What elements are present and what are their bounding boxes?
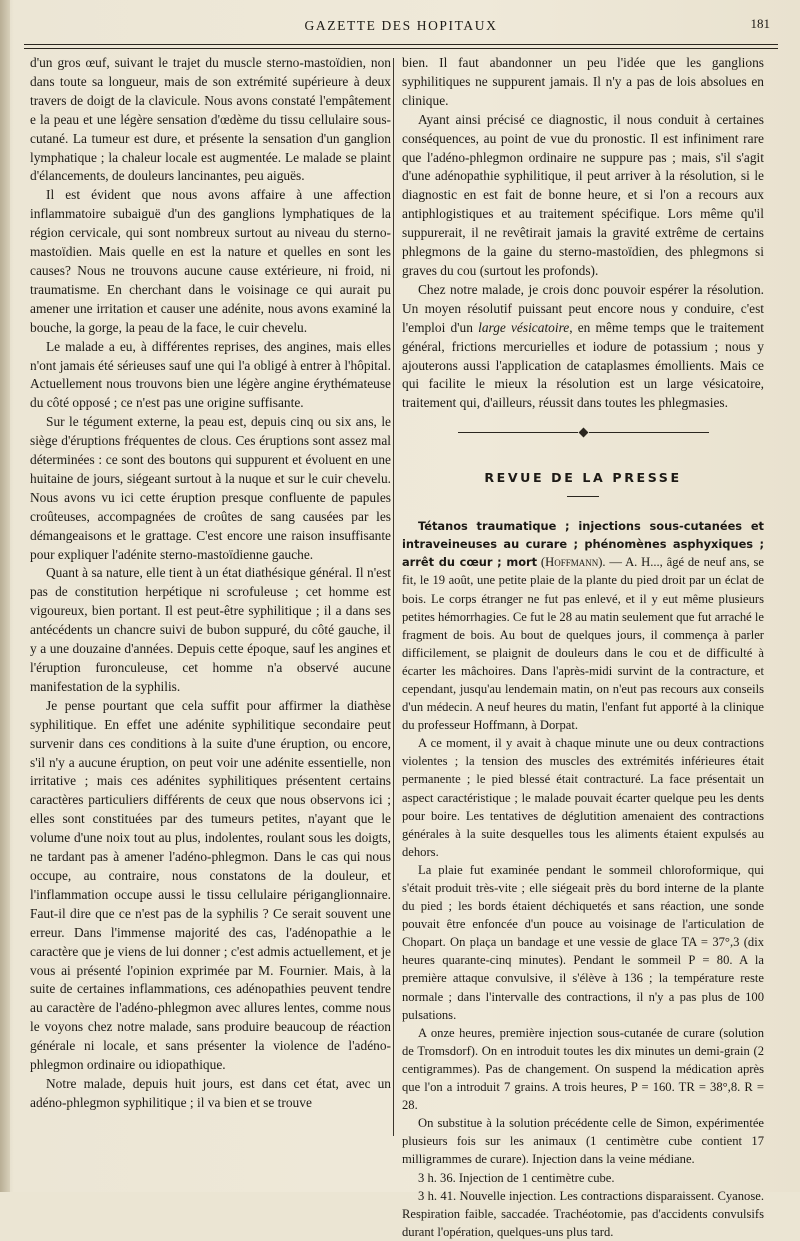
section-rule xyxy=(567,496,599,497)
paragraph xyxy=(402,281,764,413)
ornament-line-right xyxy=(589,432,709,433)
paragraph: A onze heures, première injection sous-cutanée de curare (solution de Tromsdorf). On en introduit toutes les dix minutes un demi-grain (2 centigrammes). Pas de changement. On suspend la médication après que l'on a introduit 7 grains. A trois heures, P = 160. TR = 38°,8. R = 28. xyxy=(402,1025,764,1113)
paragraph: La plaie fut examinée pendant le sommeil chloroformique, qui s'était produit très-vite ; elle siégeait près du bord interne de la plante du pied ; les bords étaient déchiquetés et sans réaction, une sonde pouvait être enfoncée d'un pouce au voisinage de l'articulation de Chopart. On plaça un bandage et une vessie de glace TA = 37°,3 (dix heures quarante-cinq minutes). Pendant le sommeil P = 80. A la première attaque convulsive, il s'élève à 136 ; la température reste normale ; dans l'intervalle des contractions, il n'y a pas plus de 100 pulsations. xyxy=(402,862,764,1022)
page-header xyxy=(24,14,778,40)
section-ornament xyxy=(402,423,764,431)
paragraph: d'un gros œuf, suivant le trajet du muscle sterno-mastoïdien, non dans toute sa longueur, mais de son extrémité supérieure à deux travers de doigt de la clavicule. Nous avons constaté l'empâtement e la peau et une légère sensation d'œdème du tissu cellulaire sous-cutané. La tumeur est dure, et présente la sensation d'un ganglion lymphatique ; la chaleur locale est augmentée. Le malade se plaint d'élancements, de douleurs lancinantes, peu aiguës. xyxy=(30,55,391,184)
right-column xyxy=(402,54,764,1241)
header-rule xyxy=(24,44,778,45)
paragraph: Le malade a eu, à différentes reprises, des angines, mais elles n'ont jamais été sérieuses sauf une qui l'a obligé à entrer à l'hôpital. Actuellement nous trouvons bien une légère angine érythémateuse du côté opposé ; ce n'est pas une origine suffisante. xyxy=(30,338,391,411)
paragraph: bien. Il faut abandonner un peu l'idée que les ganglions syphilitiques ne suppurent jamais. Il n'y a pas de lois absolues en clinique. xyxy=(402,55,764,108)
paragraph: 3 h. 36. Injection de 1 centimètre cube. xyxy=(418,1170,615,1185)
text-run: Chez notre malade, je crois donc pouvoir espérer la résolution. Un moyen résolutif puissant peut encore nous y conduire, c'est l'emploi d'un xyxy=(402,281,764,335)
article-lead xyxy=(402,517,764,734)
press-article xyxy=(402,517,764,1241)
left-column xyxy=(30,54,391,1113)
paragraph: Il est évident que nous avons affaire à une affection inflammatoire subaiguë d'un des ganglions lymphatiques de la région cervicale, qui sont nombreux surtout au niveau du sterno-mastoïdien. Mais quelle en est la nature et quelles en sont les causes? Nous ne trouvons aucune cause extérieure, ni froid, ni traumatisme. En cherchant dans le voisinage ce qui aurait pu amener une irritation et causer une adénite, nous avons examiné la bouche, la gorge, la peau de la face, le cuir chevelu. xyxy=(30,187,391,335)
article-author: (Hoffmann). xyxy=(540,555,606,570)
article-headline: Tétanos traumatique ; injections sous-cutanées et intraveineuses au curare ; phénomènes asphyxiques ; arrêt du cœur ; mort xyxy=(402,519,764,570)
paragraph: Quant à sa nature, elle tient à un état diathésique général. Il n'est pas de constitution herpétique ni scrofuleuse ; cet homme est vigoureux, bien portant. Il est peut-être syphilitique ; il a dans ses antécédents un chancre suivi de bubon suppuré, du côté gauche, il y a une douzaine d'années. Depuis cette époque, sauf les angines et l'éruption furonculeuse, cet homme n'a observé aucune manifestation de la syphilis. xyxy=(30,565,391,694)
paragraph: Je pense pourtant que cela suffit pour affirmer la diathèse syphilitique. En effet une adénite syphilitique secondaire peut survenir dans ces conditions à la suite d'une éruption, ou encore, s'il n'y a aucune éruption, on peut voir une adénite essentielle, non irritative ; mais ces adénites syphilitiques présentent certains caractères particuliers différents de ceux que nous observons ici ; elles sont constituées par des tumeurs petites, n'ayant que le volume d'une noix tout au plus, indolentes, roulant sous les doigts, ne tardant pas à amener l'adéno-phlegmon. Dans le cas qui nous occupe, au contraire, nous constatons de la douleur, et l'inflammation occupe aussi le tissu cellulaire périganglionnaire. Faut-il dire que ce n'est pas de la syphilis ? Ce serait souvent une erreur. Dans l'immense majorité des cas, l'adénopathie a le caractère que je viens de lui donner ; c'est admis actuellement, et je vous ai présenté l'opinion exprimée par M. Fournier. Mais, à la suite de certaines inflammations, ces adénopathies peuvent tendre au caractère de l'adéno-phlegmon avec allures lentes, comme nous le voyons chez notre malade, sans produire beaucoup de réaction générale ni locale, et sans présenter la violence de l'adéno-phlegmon ordinaire ou idiopathique. xyxy=(30,697,391,1073)
paragraph: 3 h. 41. Nouvelle injection. Les contractions disparaissent. Cyanose. Respiration faible, saccadée. Trachéotomie, pas d'accidents convulsifs durant l'opération, quelques-uns plus tard. xyxy=(402,1188,764,1239)
paragraph: Ayant ainsi précisé ce diagnostic, il nous conduit à certaines conséquences, au point de vue du pronostic. Il est infiniment rare que l'adéno-phlegmon ordinaire ne suppure pas ; mais, s'il s'agit d'une adénopathie syphilitique, il peut arriver à la résolution, si le diagnostic en est fait de bonne heure, et si l'on a recours aux antiphlogistiques et au traitement spécifique. Lors même qu'il suppurerait, il ne revêtirait jamais la gravité extrême de certains phlegmons de la gaine du sterno-mastoïdien, des phlegmons si graves du cou (surtout les profonds). xyxy=(402,111,764,278)
paragraph: On substitue à la solution précédente celle de Simon, expérimentée plusieurs fois sur les animaux (1 centimètre cube contient 17 milligrammes de curare). Injection dans la veine médiane. xyxy=(402,1116,764,1167)
paragraph: Notre malade, depuis huit jours, est dans cet état, avec un adéno-phlegmon syphilitique ; il va bien et se trouve xyxy=(30,1075,391,1110)
paragraph: A ce moment, il y avait à chaque minute une ou deux contractions violentes ; la tension des muscles des extrémités inférieures était permanente ; le pied blessé était contracturé. La face présentait un aspect caractéristique ; le malade pouvait écarter quelque peu les dents pour boire. Les tentatives de déglutition amenaient des contractions générales à la suite desquelles tous les aliments étaient expulsés au dehors. xyxy=(402,736,764,859)
page-binding-edge xyxy=(0,0,10,1192)
column-divider xyxy=(393,58,394,1136)
italic-term: large vésicatoire xyxy=(478,319,570,335)
ornament-line-left xyxy=(458,432,578,433)
section-title: REVUE DE LA PRESSE xyxy=(484,470,682,486)
paragraph: Sur le tégument externe, la peau est, depuis cinq ou six ans, le siège d'éruptions fréquentes de clous. Ces éruptions sont assez mal déterminées : ce sont des boutons qui suppurent et évoluent en une huitaine de jours, siégeant surtout à la nuque et sur le cuir chevelu. Nous avons vu ici cette éruption presque confluente de papules croûteuses, accompagnées de croûtes de sang causées par les démangeaisons et le grattage. C'est encore une raison insuffisante pour expliquer l'adénite sterno-mastoïdienne gauche. xyxy=(30,414,391,562)
page-number: 181 xyxy=(750,16,770,31)
journal-title: GAZETTE DES HOPITAUX xyxy=(304,18,498,33)
article-intro: — A. H..., âgé de neuf ans, se fit, le 19 août, une petite plaie de la plante du pied droit par un éclat de bois. Le corps étranger ne fut pas enlevé, et il y eut même plusieurs petites hémorrhagies. Ce fut le 28 au matin seulement que fut arraché le fragment de bois. Au bout de quelques jours, il commença à parler difficilement, se plaignit de douleurs dans le cou et de difficulté à écarter les mâchoires. Dans l'après-midi survint de la contracture, et cependant, jusqu'au lendemain matin, on n'eut pas recours aux conseils d'un médecin. A neuf heures du matin, l'enfant fut apporté à la clinique du professeur Hoffmann, à Dorpat. xyxy=(402,555,764,733)
header-rule-thin xyxy=(24,48,778,49)
ornament-diamond xyxy=(578,428,588,438)
text-run: , en même temps que le traitement général, frictions mercurielles et iodure de potassium ; nous y ajouterons aussi l'application de cataplasmes émollients. Mais ce qui facilite le mieux la résolution est un large vésicatoire, traitement qui, d'ailleurs, réussit dans toutes les phlegmasies. xyxy=(402,319,764,411)
